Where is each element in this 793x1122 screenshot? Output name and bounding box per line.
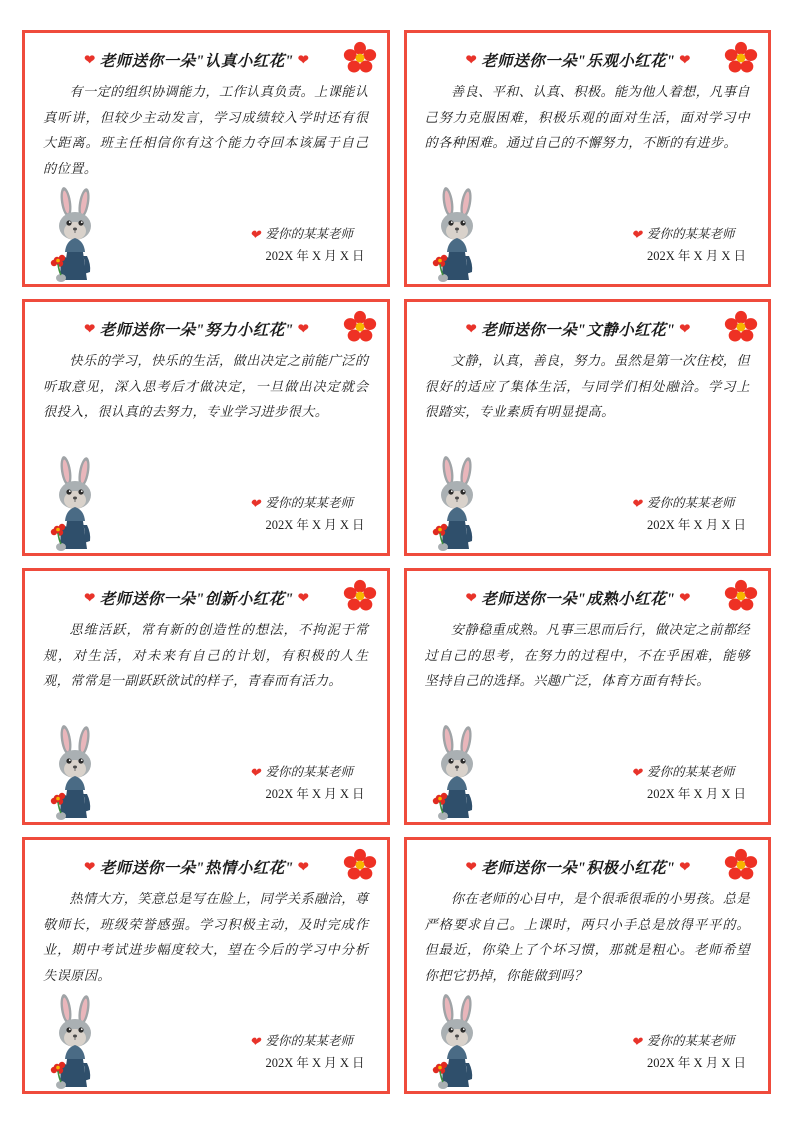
heart-icon: ❤ bbox=[679, 320, 691, 336]
card[interactable] bbox=[22, 568, 390, 825]
rabbit-illustration bbox=[39, 186, 115, 282]
heart-icon: ❤ bbox=[297, 320, 310, 336]
rabbit-illustration bbox=[421, 186, 497, 282]
card-title bbox=[39, 49, 373, 71]
card-body: 热情大方，笑意总是写在脸上，同学关系融洽，尊敬师长，班级荣誉感强。学习积极主动，及时完成作业，期中考试进步幅度较大，望在今后的学习中分析失误原因。 bbox=[43, 891, 369, 984]
signature-block bbox=[250, 224, 365, 268]
card[interactable] bbox=[22, 837, 390, 1094]
card-title bbox=[421, 856, 755, 878]
card-body: 快乐的学习，快乐的生活，做出决定之前能广泛的听取意见，深入思考后才做决定，一旦做出决定就会很投入，很认真的去努力，专业学习进步很大。 bbox=[43, 353, 369, 420]
card-title bbox=[39, 318, 373, 340]
signature-name: 爱你的某某老师 bbox=[646, 227, 735, 242]
rabbit-illustration bbox=[39, 993, 115, 1089]
signature-date: 202X 年 X 月 X 日 bbox=[265, 518, 365, 533]
card[interactable] bbox=[22, 30, 390, 287]
heart-icon: ❤ bbox=[679, 51, 691, 67]
signature-name: 爱你的某某老师 bbox=[646, 1034, 735, 1049]
rabbit-illustration bbox=[39, 455, 115, 551]
signature-name: 爱你的某某老师 bbox=[646, 765, 735, 780]
signature-block bbox=[631, 224, 746, 268]
heart-icon: ❤ bbox=[249, 226, 261, 242]
flower-icon bbox=[343, 41, 377, 75]
signature-block bbox=[250, 493, 365, 537]
signature-name: 爱你的某某老师 bbox=[265, 496, 353, 511]
card-title bbox=[421, 587, 755, 609]
card-title bbox=[421, 318, 755, 340]
heart-icon: ❤ bbox=[679, 858, 691, 874]
rabbit-illustration bbox=[421, 993, 497, 1089]
card-title-text: 老师送你一朵"创新小红花" bbox=[99, 591, 294, 608]
rabbit-illustration bbox=[421, 455, 497, 551]
heart-icon: ❤ bbox=[297, 51, 310, 67]
signature-date: 202X 年 X 月 X 日 bbox=[265, 249, 365, 264]
heart-icon: ❤ bbox=[679, 589, 691, 605]
card-grid bbox=[22, 30, 771, 1094]
card-title-text: 老师送你一朵"乐观小红花" bbox=[481, 53, 676, 70]
signature-date: 202X 年 X 月 X 日 bbox=[647, 518, 746, 533]
heart-icon: ❤ bbox=[465, 858, 478, 874]
signature-date: 202X 年 X 月 X 日 bbox=[265, 787, 365, 802]
signature-name: 爱你的某某老师 bbox=[646, 496, 735, 511]
card[interactable] bbox=[404, 30, 772, 287]
flower-icon bbox=[343, 579, 377, 613]
signature-block bbox=[250, 762, 365, 806]
heart-icon: ❤ bbox=[84, 858, 96, 874]
heart-icon: ❤ bbox=[297, 858, 310, 874]
card[interactable] bbox=[404, 837, 772, 1094]
rabbit-illustration bbox=[39, 724, 115, 820]
card[interactable] bbox=[404, 299, 772, 556]
heart-icon: ❤ bbox=[465, 320, 478, 336]
flower-icon bbox=[343, 848, 377, 882]
heart-icon: ❤ bbox=[631, 764, 642, 780]
signature-block bbox=[250, 1031, 365, 1075]
signature-block bbox=[631, 1031, 746, 1075]
card[interactable] bbox=[404, 568, 772, 825]
heart-icon: ❤ bbox=[631, 1033, 642, 1049]
flower-icon bbox=[724, 579, 758, 613]
heart-icon: ❤ bbox=[465, 51, 478, 67]
signature-date: 202X 年 X 月 X 日 bbox=[647, 787, 746, 802]
card-title-text: 老师送你一朵"成熟小红花" bbox=[481, 591, 676, 608]
card-body: 安静稳重成熟。凡事三思而后行，做决定之前都经过自己的思考，在努力的过程中，不在乎困难，能够坚持自己的选择。兴趣广泛，体育方面有特长。 bbox=[424, 622, 750, 689]
card-title bbox=[39, 587, 373, 609]
flower-icon bbox=[343, 310, 377, 344]
card-title-text: 老师送你一朵"认真小红花" bbox=[99, 53, 294, 70]
heart-icon: ❤ bbox=[84, 51, 96, 67]
heart-icon: ❤ bbox=[249, 764, 261, 780]
heart-icon: ❤ bbox=[297, 589, 310, 605]
card-title-text: 老师送你一朵"热情小红花" bbox=[99, 860, 294, 877]
flower-icon bbox=[724, 310, 758, 344]
rabbit-illustration bbox=[421, 724, 497, 820]
heart-icon: ❤ bbox=[249, 495, 261, 511]
flower-icon bbox=[724, 848, 758, 882]
card-body: 善良、平和、认真、积极。能为他人着想，凡事自己努力克服困难，积极乐观的面对生活，面对学习中的各种困难。通过自己的不懈努力，不断的有进步。 bbox=[424, 84, 750, 151]
signature-name: 爱你的某某老师 bbox=[265, 1034, 353, 1049]
card-body: 你在老师的心目中，是个很乖很乖的小男孩。总是严格要求自己。上课时，两只小手总是放得平平的。但最近，你染上了个坏习惯，那就是粗心。老师希望你把它扔掉，你能做到吗？ bbox=[424, 891, 750, 984]
card-title-text: 老师送你一朵"文静小红花" bbox=[481, 322, 676, 339]
card-title bbox=[39, 856, 373, 878]
card-body: 有一定的组织协调能力，工作认真负责。上课能认真听讲，但较少主动发言，学习成绩较入学时还有很大距离。班主任相信你有这个能力夺回本该属于自己的位置。 bbox=[43, 84, 369, 177]
signature-date: 202X 年 X 月 X 日 bbox=[647, 1056, 746, 1071]
heart-icon: ❤ bbox=[631, 226, 642, 242]
card-body: 文静，认真，善良，努力。虽然是第一次住校，但很好的适应了集体生活，与同学们相处融洽。学习上很踏实，专业素质有明显提高。 bbox=[424, 353, 750, 420]
signature-block bbox=[631, 762, 746, 806]
signature-name: 爱你的某某老师 bbox=[265, 227, 353, 242]
signature-date: 202X 年 X 月 X 日 bbox=[265, 1056, 365, 1071]
flower-icon bbox=[724, 41, 758, 75]
heart-icon: ❤ bbox=[84, 589, 96, 605]
signature-block bbox=[631, 493, 746, 537]
heart-icon: ❤ bbox=[249, 1033, 261, 1049]
card-title-text: 老师送你一朵"积极小红花" bbox=[481, 860, 676, 877]
heart-icon: ❤ bbox=[631, 495, 642, 511]
card-title-text: 老师送你一朵"努力小红花" bbox=[99, 322, 294, 339]
heart-icon: ❤ bbox=[84, 320, 96, 336]
card-body: 思维活跃，常有新的创造性的想法，不拘泥于常规，对生活，对未来有自己的计划，有积极的人生观，常常是一副跃跃欲试的样子，青春而有活力。 bbox=[43, 622, 369, 689]
signature-name: 爱你的某某老师 bbox=[265, 765, 353, 780]
signature-date: 202X 年 X 月 X 日 bbox=[647, 249, 746, 264]
heart-icon: ❤ bbox=[465, 589, 478, 605]
card[interactable] bbox=[22, 299, 390, 556]
card-title bbox=[421, 49, 755, 71]
